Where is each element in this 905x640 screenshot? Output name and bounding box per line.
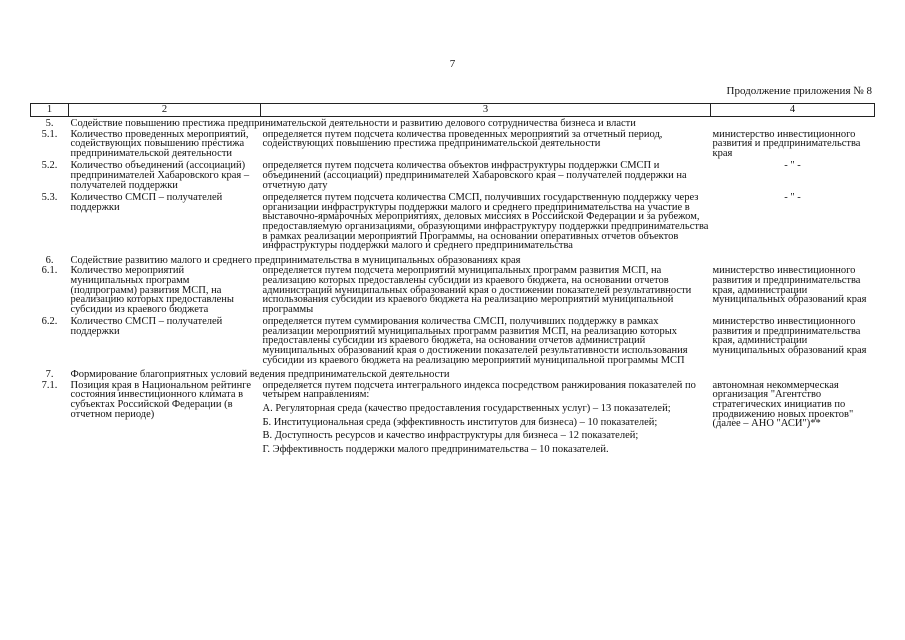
- table-row: [31, 381, 875, 458]
- indicator-name: Позиция края в Национальном рейтинге состояния инвестиционного климата в субъектах Российской Федерации (в отчетном периоде): [70, 379, 252, 420]
- responsible-source: министерство инвестиционного развития и предпринимательства края, администрации муниципальных образований края: [712, 265, 867, 306]
- calculation-method: [261, 381, 711, 458]
- method-paragraph: В. Доступность ресурсов и качество инфраструктуры для бизнеса – 12 показателей;: [262, 430, 639, 442]
- calculation-method: [261, 266, 711, 317]
- table-body: [31, 117, 875, 458]
- method-paragraph: определяется путем подсчета количества проведенных мероприятий за отчетный период, содействующих повышению престижа предпринимательской деятельности: [262, 128, 663, 150]
- col-header-3: 3: [261, 104, 711, 117]
- section-number: 5.: [45, 118, 54, 129]
- section-row: [31, 117, 875, 130]
- table-row: [31, 266, 875, 317]
- calculation-method: [261, 130, 711, 162]
- table-row: [31, 161, 875, 193]
- col-header-1: 1: [31, 104, 69, 117]
- calculation-method: [261, 317, 711, 368]
- indicator-name: Количество СМСП – получателей поддержки: [70, 316, 223, 337]
- responsible-source: министерство инвестиционного развития и предпринимательства края, администрации муниципальных образований края: [712, 316, 867, 357]
- indicator-name: Количество мероприятий муниципальных программ (подпрограмм) развития МСП, на реализацию которых предоставлены субсидии из краевого бюджета: [70, 265, 234, 315]
- method-paragraph: А. Регуляторная среда (качество предоставления государственных услуг) – 13 показателей;: [262, 403, 671, 415]
- section-title: Содействие развитию малого и среднего предпринимательства в муниципальных образованиях края: [70, 254, 521, 266]
- indicator-name: Количество СМСП – получателей поддержки: [70, 192, 223, 213]
- section-title: Содействие повышению престижа предпринимательской деятельности и развитию делового сотрудничества бизнеса и власти: [70, 118, 636, 129]
- method-paragraph: определяется путем суммирования количества СМСП, получивших поддержку в рамках реализации мероприятий муниципальных программ развития МСП, на реализацию которых предоставлены субсидии из краевого бюджета, на основании отчетов администраций муниципальных образований края о достижении показателей результативности использования субсидии из краевого бюджета на реализацию мероприятий муниципальной программы МСП: [262, 316, 688, 366]
- calculation-method: [261, 193, 711, 254]
- responsible-source: - " -: [784, 160, 801, 172]
- indicator-number: 6.2.: [41, 316, 58, 328]
- method-paragraph: Б. Институциональная среда (эффективность институтов для бизнеса) – 10 показателей;: [262, 416, 658, 428]
- indicator-number: 7.1.: [41, 379, 58, 391]
- table-row: [31, 317, 875, 368]
- indicator-number: 5.1.: [41, 128, 58, 140]
- indicator-name: Количество объединений (ассоциаций) предпринимателей Хабаровского края – получателей поддержки: [70, 160, 250, 191]
- table-row: [31, 130, 875, 162]
- section-row: [31, 368, 875, 381]
- indicator-number: 5.2.: [41, 160, 58, 172]
- responsible-source: министерство инвестиционного развития и предпринимательства края: [712, 128, 861, 159]
- page-number: 7: [449, 58, 456, 70]
- section-title: Формирование благоприятных условий ведения предпринимательской деятельности: [70, 369, 450, 381]
- indicator-number: 5.3.: [41, 192, 58, 204]
- method-paragraph: Г. Эффективность поддержки малого предпринимательства – 10 показателей.: [262, 443, 609, 455]
- responsible-source: автономная некоммерческая организация "Агентство стратегических инициатив по продвижению новых проектов" (далее – АНО "АСИ")**: [712, 379, 854, 430]
- table-header-row: [31, 104, 875, 117]
- col-header-2: 2: [69, 104, 261, 117]
- table-row: [31, 193, 875, 254]
- method-paragraph: определяется путем подсчета мероприятий муниципальных программ развития МСП, на реализацию которых предоставлены субсидии из краевого бюджета, на основании отчетов администраций муниципальных образований края о достижении показателей результативности использования субсидии из краевого бюджета на реализацию мероприятий муниципальной программы: [262, 265, 692, 315]
- appendix-continuation-label: Продолжение приложения № 8: [726, 85, 872, 97]
- method-paragraph: определяется путем подсчета количества объектов инфраструктуры поддержки СМСП и объединений (ассоциаций) предпринимателей Хабаровского края – получателей поддержки на отчетную дату: [262, 160, 687, 191]
- section-number: 7.: [45, 369, 54, 381]
- method-paragraph: определяется путем подсчета интегрального индекса посредством ранжирования показателей по четырем направлениям:: [262, 379, 696, 401]
- responsible-source: - " -: [784, 192, 801, 204]
- indicators-table: [30, 103, 875, 457]
- indicator-number: 6.1.: [41, 265, 58, 277]
- calculation-method: [261, 161, 711, 193]
- method-paragraph: определяется путем подсчета количества СМСП, получивших государственную поддержку через организации инфраструктуры поддержки малого и среднего предпринимательства на участие в выставочно-ярмарочных мероприятиях, деловых миссиях в Российской Федерации и за рубежом, предоставляемую организациями, образующими инфраструктуру поддержки предпринимательства в рамках реализации мероприятий Программы, на основании оперативных отчетов объектов инфраструктуры поддержки малого и среднего предпринимательства: [262, 192, 709, 252]
- col-header-4: 4: [711, 104, 875, 117]
- section-number: 6.: [45, 254, 54, 266]
- indicator-name: Количество проведенных мероприятий, содействующих повышению престижа предпринимательской деятельности: [70, 128, 249, 159]
